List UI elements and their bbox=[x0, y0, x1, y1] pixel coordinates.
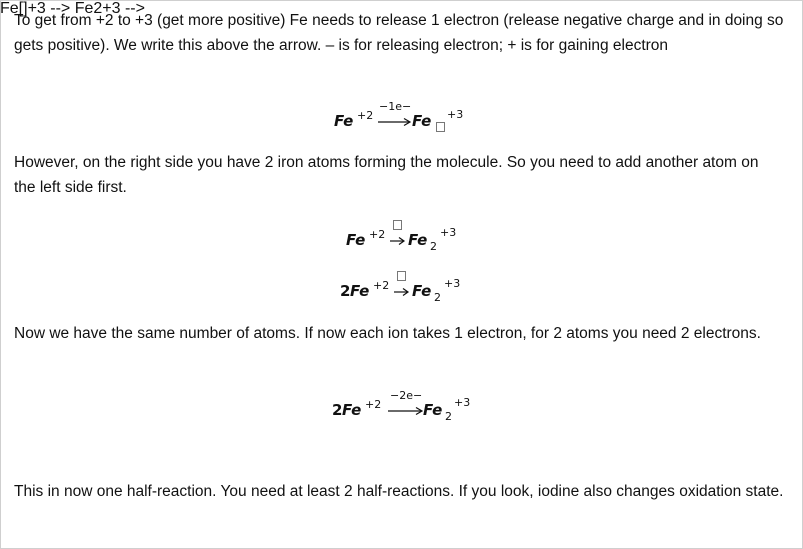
eq1-right-symbol: Fe bbox=[412, 112, 432, 130]
eq4-right-charge: +3 bbox=[454, 396, 471, 409]
eq3-right-charge: +3 bbox=[444, 277, 461, 290]
paragraph-intro: To get from +2 to +3 (get more positive) Fe needs to release 1 electron (release negative charge and in doing so gets positive). We write this above the arrow. – is for releasing electron; + is for gaining electron bbox=[14, 12, 784, 54]
eq1-left-symbol: Fe bbox=[334, 112, 354, 130]
eq2-arrow-icon bbox=[390, 236, 406, 246]
equation-3 bbox=[340, 270, 470, 310]
eq1-right-charge: +3 bbox=[447, 108, 464, 121]
eq1-placeholder-box bbox=[436, 122, 445, 132]
eq2-right-symbol: Fe bbox=[408, 231, 428, 249]
eq4-left-symbol: Fe bbox=[342, 401, 362, 419]
eq2-placeholder-box bbox=[393, 220, 402, 230]
equation-1 bbox=[334, 100, 474, 140]
eq1-arrow-icon bbox=[378, 117, 412, 127]
eq3-right-subscript: 2 bbox=[434, 291, 441, 304]
eq2-right-charge: +3 bbox=[440, 226, 457, 239]
eq1-over-arrow-label: −1e− bbox=[379, 100, 412, 113]
eq2-right-subscript: 2 bbox=[430, 240, 437, 253]
eq3-arrow-icon bbox=[394, 287, 410, 297]
eq4-arrow-icon bbox=[388, 406, 424, 416]
eq3-left-charge: +2 bbox=[373, 279, 390, 292]
eq4-left-charge: +2 bbox=[365, 398, 382, 411]
paragraph-half-reaction: This in now one half-reaction. You need at least 2 half-reactions. If you look, iodine also changes oxidation state. bbox=[14, 483, 784, 500]
eq4-right-symbol: Fe bbox=[423, 401, 443, 419]
eq4-over-arrow-label: −2e− bbox=[390, 389, 423, 402]
eq3-coefficient: 2 bbox=[340, 282, 351, 300]
eq1-left-charge: +2 bbox=[357, 109, 374, 122]
eq2-left-charge: +2 bbox=[369, 228, 386, 241]
equation-2 bbox=[346, 219, 466, 259]
eq2-left-symbol: Fe bbox=[346, 231, 366, 249]
equation-4 bbox=[332, 389, 482, 429]
eq3-left-symbol: Fe bbox=[350, 282, 370, 300]
paragraph-second-atom: However, on the right side you have 2 iron atoms forming the molecule. So you need to add another atom on the left side first. bbox=[14, 154, 759, 196]
eq3-placeholder-box bbox=[397, 271, 406, 281]
eq4-right-subscript: 2 bbox=[445, 410, 452, 423]
eq3-right-symbol: Fe bbox=[412, 282, 432, 300]
eq4-coefficient: 2 bbox=[332, 401, 343, 419]
paragraph-electrons: Now we have the same number of atoms. If now each ion takes 1 electron, for 2 atoms you need 2 electrons. bbox=[14, 325, 761, 342]
